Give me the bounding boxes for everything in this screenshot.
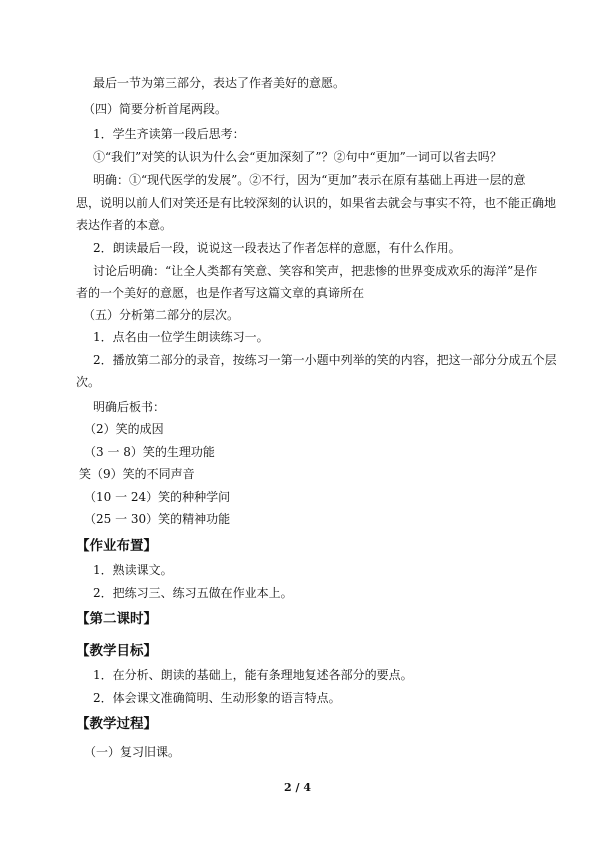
text-line: 1．在分析、朗读的基础上，能有条理地复述各部分的要点。	[93, 668, 413, 682]
text-line: 笑（9）笑的不同声音	[79, 467, 195, 481]
text-line: （3 一 8）笑的生理功能	[84, 445, 215, 459]
text-line: 次。	[76, 375, 101, 389]
section-heading: 【教学过程】	[76, 716, 157, 732]
page-number: 2 / 4	[284, 781, 311, 794]
section-heading: 【教学目标】	[76, 643, 157, 659]
text-line: 2．朗读最后一段，说说这一段表达了作者怎样的意愿，有什么作用。	[93, 241, 461, 255]
text-line: 1．熟读课文。	[93, 563, 173, 577]
text-line: ①“我们”对笑的认识为什么会“更加深刻了”？②句中“更加”一词可以省去吗？	[93, 150, 502, 164]
section-heading: 【作业布置】	[76, 538, 157, 554]
text-line: （四）简要分析首尾两段。	[83, 102, 228, 116]
text-line: 思，说明以前人们对笑还是有比较深刻的认识的，如果省去就会与事实不符，也不能正确地	[76, 196, 557, 210]
text-line: （25 一 30）笑的精神功能	[84, 512, 231, 526]
text-line: （10 一 24）笑的种种学问	[84, 490, 231, 504]
text-line: 明确：①“现代医学的发展”。②不行，因为“更加”表示在原有基础上再进一层的意	[93, 173, 526, 187]
text-line: 最后一节为第三部分，表达了作者美好的意愿。	[93, 76, 346, 90]
section-heading: 【第二课时】	[76, 611, 157, 627]
text-line: 1．点名由一位学生朗读练习一。	[93, 330, 269, 344]
text-line: （2）笑的成因	[84, 422, 164, 436]
text-line: 明确后板书：	[93, 400, 166, 414]
text-line: 表达作者的本意。	[76, 218, 173, 232]
text-line: 2．体会课文准确简明、生动形象的语言特点。	[93, 691, 341, 705]
text-line: （一）复习旧课。	[84, 745, 181, 759]
text-line: 讨论后明确：“让全人类都有笑意、笑容和笑声，把悲惨的世界变成欢乐的海洋”是作	[93, 264, 538, 278]
text-line: 1．学生齐读第一段后思考：	[93, 127, 245, 141]
text-line: 2．播放第二部分的录音，按练习一第一小题中列举的笑的内容，把这一部分分成五个层	[93, 353, 557, 367]
text-line: 者的一个美好的意愿，也是作者写这篇文章的真谛所在	[76, 286, 365, 300]
text-line: （五）分析第二部分的层次。	[83, 308, 240, 322]
text-line: 2．把练习三、练习五做在作业本上。	[93, 586, 293, 600]
